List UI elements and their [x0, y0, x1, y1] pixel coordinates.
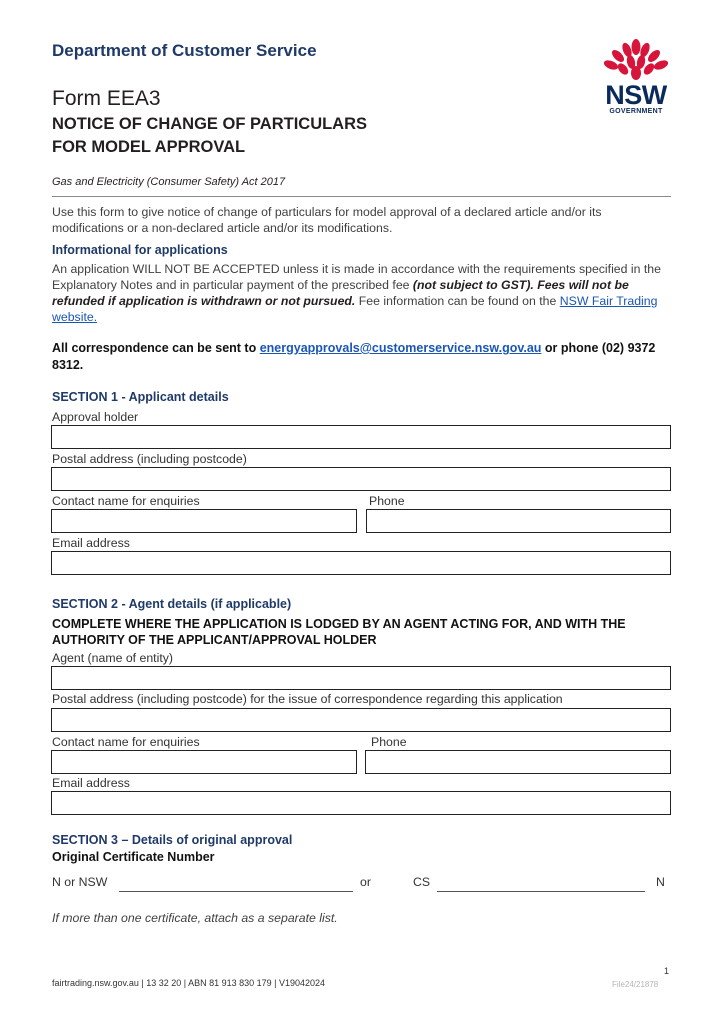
fair-trading-link[interactable]: NSW Fair Trading website. [52, 294, 658, 324]
n-suffix-label: N [656, 875, 665, 889]
form-title-line1: NOTICE OF CHANGE OF PARTICULARS [52, 115, 368, 133]
agent-name-field[interactable] [51, 666, 671, 690]
logo-subtext: GOVERNMENT [609, 108, 663, 115]
cs-prefix-label: CS [413, 875, 431, 889]
file-reference: File24/21878 [612, 980, 659, 989]
email-link[interactable]: energyapprovals@customerservice.nsw.gov.au [259, 341, 542, 355]
info-text-part1: An application WILL NOT BE ACCEPTED unless it is made in accordance with the requirements specified in the Explanatory Notes and in particular payment of the prescribed fee [52, 262, 661, 292]
agent-phone-field[interactable] [365, 750, 671, 774]
agent-phone-label: Phone [371, 735, 407, 749]
department-name: Department of Customer Service [52, 41, 317, 60]
contact-name-label: Contact name for enquiries [52, 494, 200, 508]
info-heading: Informational for applications [52, 243, 228, 257]
agent-name-label: Agent (name of entity) [52, 651, 173, 665]
form-title-line2: FOR MODEL APPROVAL [52, 138, 246, 156]
header-divider [52, 196, 671, 197]
section3-heading: SECTION 3 – Details of original approval [52, 833, 293, 847]
certificate-number-label: Original Certificate Number [52, 850, 215, 864]
form-title [52, 113, 367, 159]
agent-email-label: Email address [52, 776, 130, 790]
agent-email-field[interactable] [51, 791, 671, 815]
info-text [52, 261, 677, 325]
correspondence-part2: or phone (02) 9372 8312. [52, 341, 656, 372]
email-label: Email address [52, 536, 130, 550]
agent-postal-address-field[interactable] [51, 708, 671, 732]
fee-notice: (not subject to GST). Fees will not be refunded if application is withdrawn or not pursued. [52, 278, 629, 308]
contact-name-field[interactable] [51, 509, 357, 533]
email-field[interactable] [51, 551, 671, 575]
nsw-government-logo [600, 38, 672, 115]
nsw-prefix-label: N or NSW [52, 875, 108, 889]
phone-label: Phone [369, 494, 405, 508]
info-text-part2: Fee information can be found on the [355, 294, 560, 308]
page-number: 1 [664, 966, 670, 976]
cs-certificate-field[interactable] [437, 890, 645, 892]
agent-contact-name-label: Contact name for enquiries [52, 735, 200, 749]
postal-address-field[interactable] [51, 467, 671, 491]
agent-instruction: COMPLETE WHERE THE APPLICATION IS LODGED BY AN AGENT ACTING FOR, AND WITH THE AUTHORITY OF THE APPLICANT/APPROVAL HOLDER [52, 617, 626, 647]
logo-text: NSW [605, 80, 667, 110]
or-label: or [360, 875, 371, 889]
approval-holder-field[interactable] [51, 425, 671, 449]
correspondence-text [52, 340, 672, 374]
postal-address-label: Postal address (including postcode) [52, 452, 247, 466]
section1-heading: SECTION 1 - Applicant details [52, 390, 229, 404]
section2-heading: SECTION 2 - Agent details (if applicable) [52, 597, 292, 611]
intro-text: Use this form to give notice of change of particulars for model approval of a declared article and/or its modifications or a non-declared article and/or its modifications. [52, 205, 602, 235]
act-reference: Gas and Electricity (Consumer Safety) Act 2017 [52, 176, 286, 188]
waratah-icon [604, 38, 668, 82]
nsw-certificate-field[interactable] [119, 890, 353, 892]
agent-contact-name-field[interactable] [51, 750, 357, 774]
agent-postal-address-label: Postal address (including postcode) for the issue of correspondence regarding this application [52, 692, 563, 706]
approval-holder-label: Approval holder [52, 410, 139, 424]
correspondence-part1: All correspondence can be sent to [52, 341, 260, 355]
multiple-certificates-note: If more than one certificate, attach as a separate list. [52, 911, 338, 925]
phone-field[interactable] [366, 509, 671, 533]
form-id: Form EEA3 [52, 87, 161, 110]
footer-text: fairtrading.nsw.gov.au | 13 32 20 | ABN 81 913 830 179 | V19042024 [52, 978, 326, 988]
